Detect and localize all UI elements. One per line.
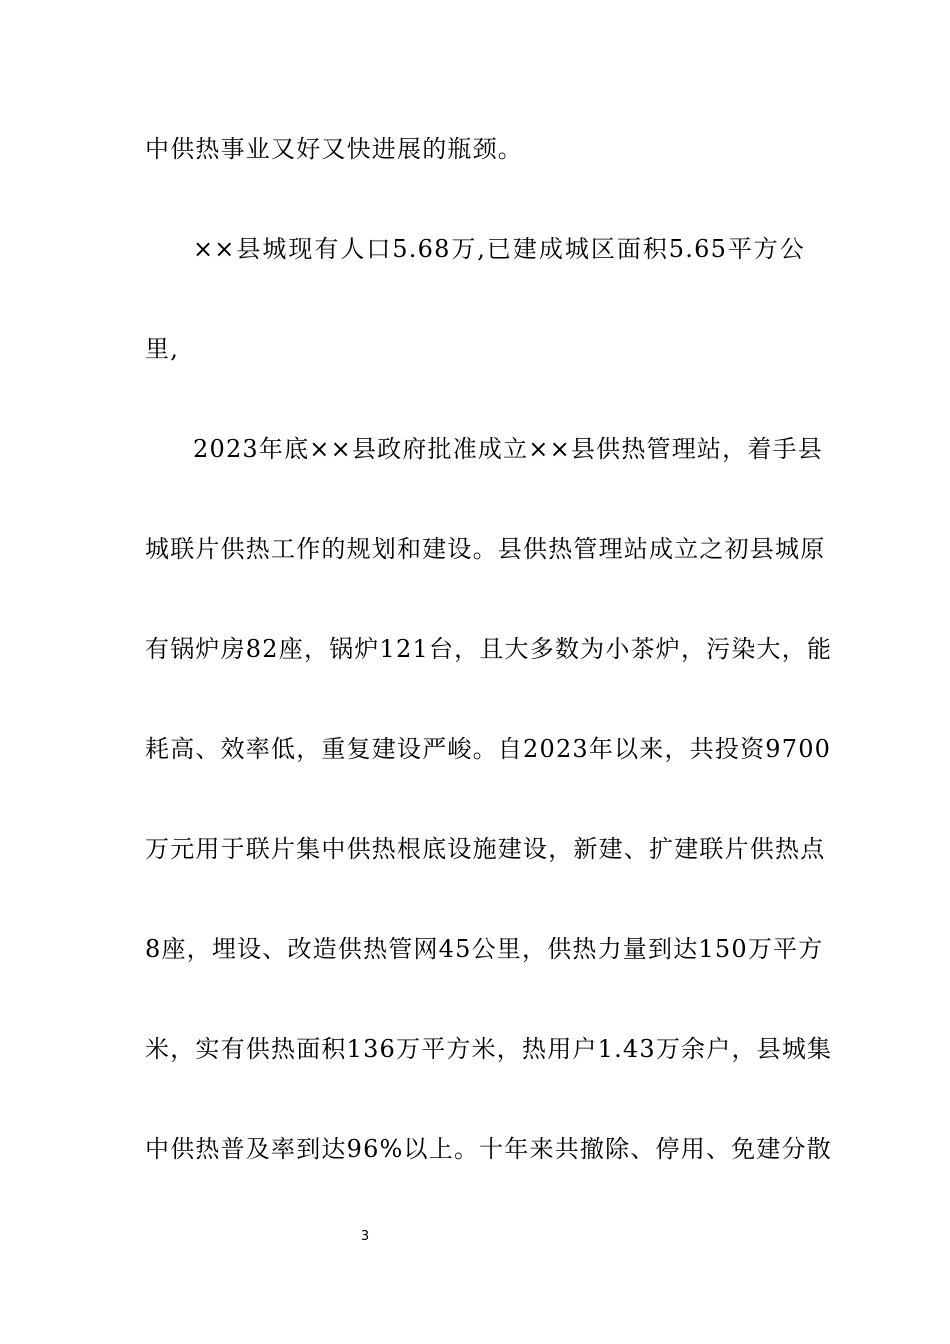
text-line-4: 2023年底××县政府批准成立××县供热管理站，着手县 <box>193 435 823 463</box>
text-line-10: 米，实有供热面积136万平方米，热用户1.43万余户，县城集 <box>145 1035 833 1063</box>
text-line-6: 有锅炉房82座，锅炉121台，且大多数为小茶炉，污染大，能 <box>145 635 833 663</box>
text-line-11: 中供热普及率到达96%以上。十年来共撤除、停用、免建分散 <box>145 1135 832 1163</box>
text-line-8: 万元用于联片集中供热根底设施建设，新建、扩建联片供热点 <box>145 835 826 863</box>
text-line-1: 中供热事业又好又快进展的瓶颈。 <box>145 135 523 163</box>
text-line-3: 里, <box>145 335 180 363</box>
text-line-7: 耗高、效率低，重复建设严峻。自2023年以来，共投资9700 <box>145 735 832 763</box>
text-line-2: ××县城现有人口5.68万,已建成城区面积5.65平方公 <box>193 235 805 263</box>
text-line-5: 城联片供热工作的规划和建设。县供热管理站成立之初县城原 <box>145 535 826 563</box>
text-line-9: 8座，埋设、改造供热管网45公里，供热力量到达150万平方 <box>145 935 824 963</box>
page-number: 3 <box>360 1229 370 1244</box>
